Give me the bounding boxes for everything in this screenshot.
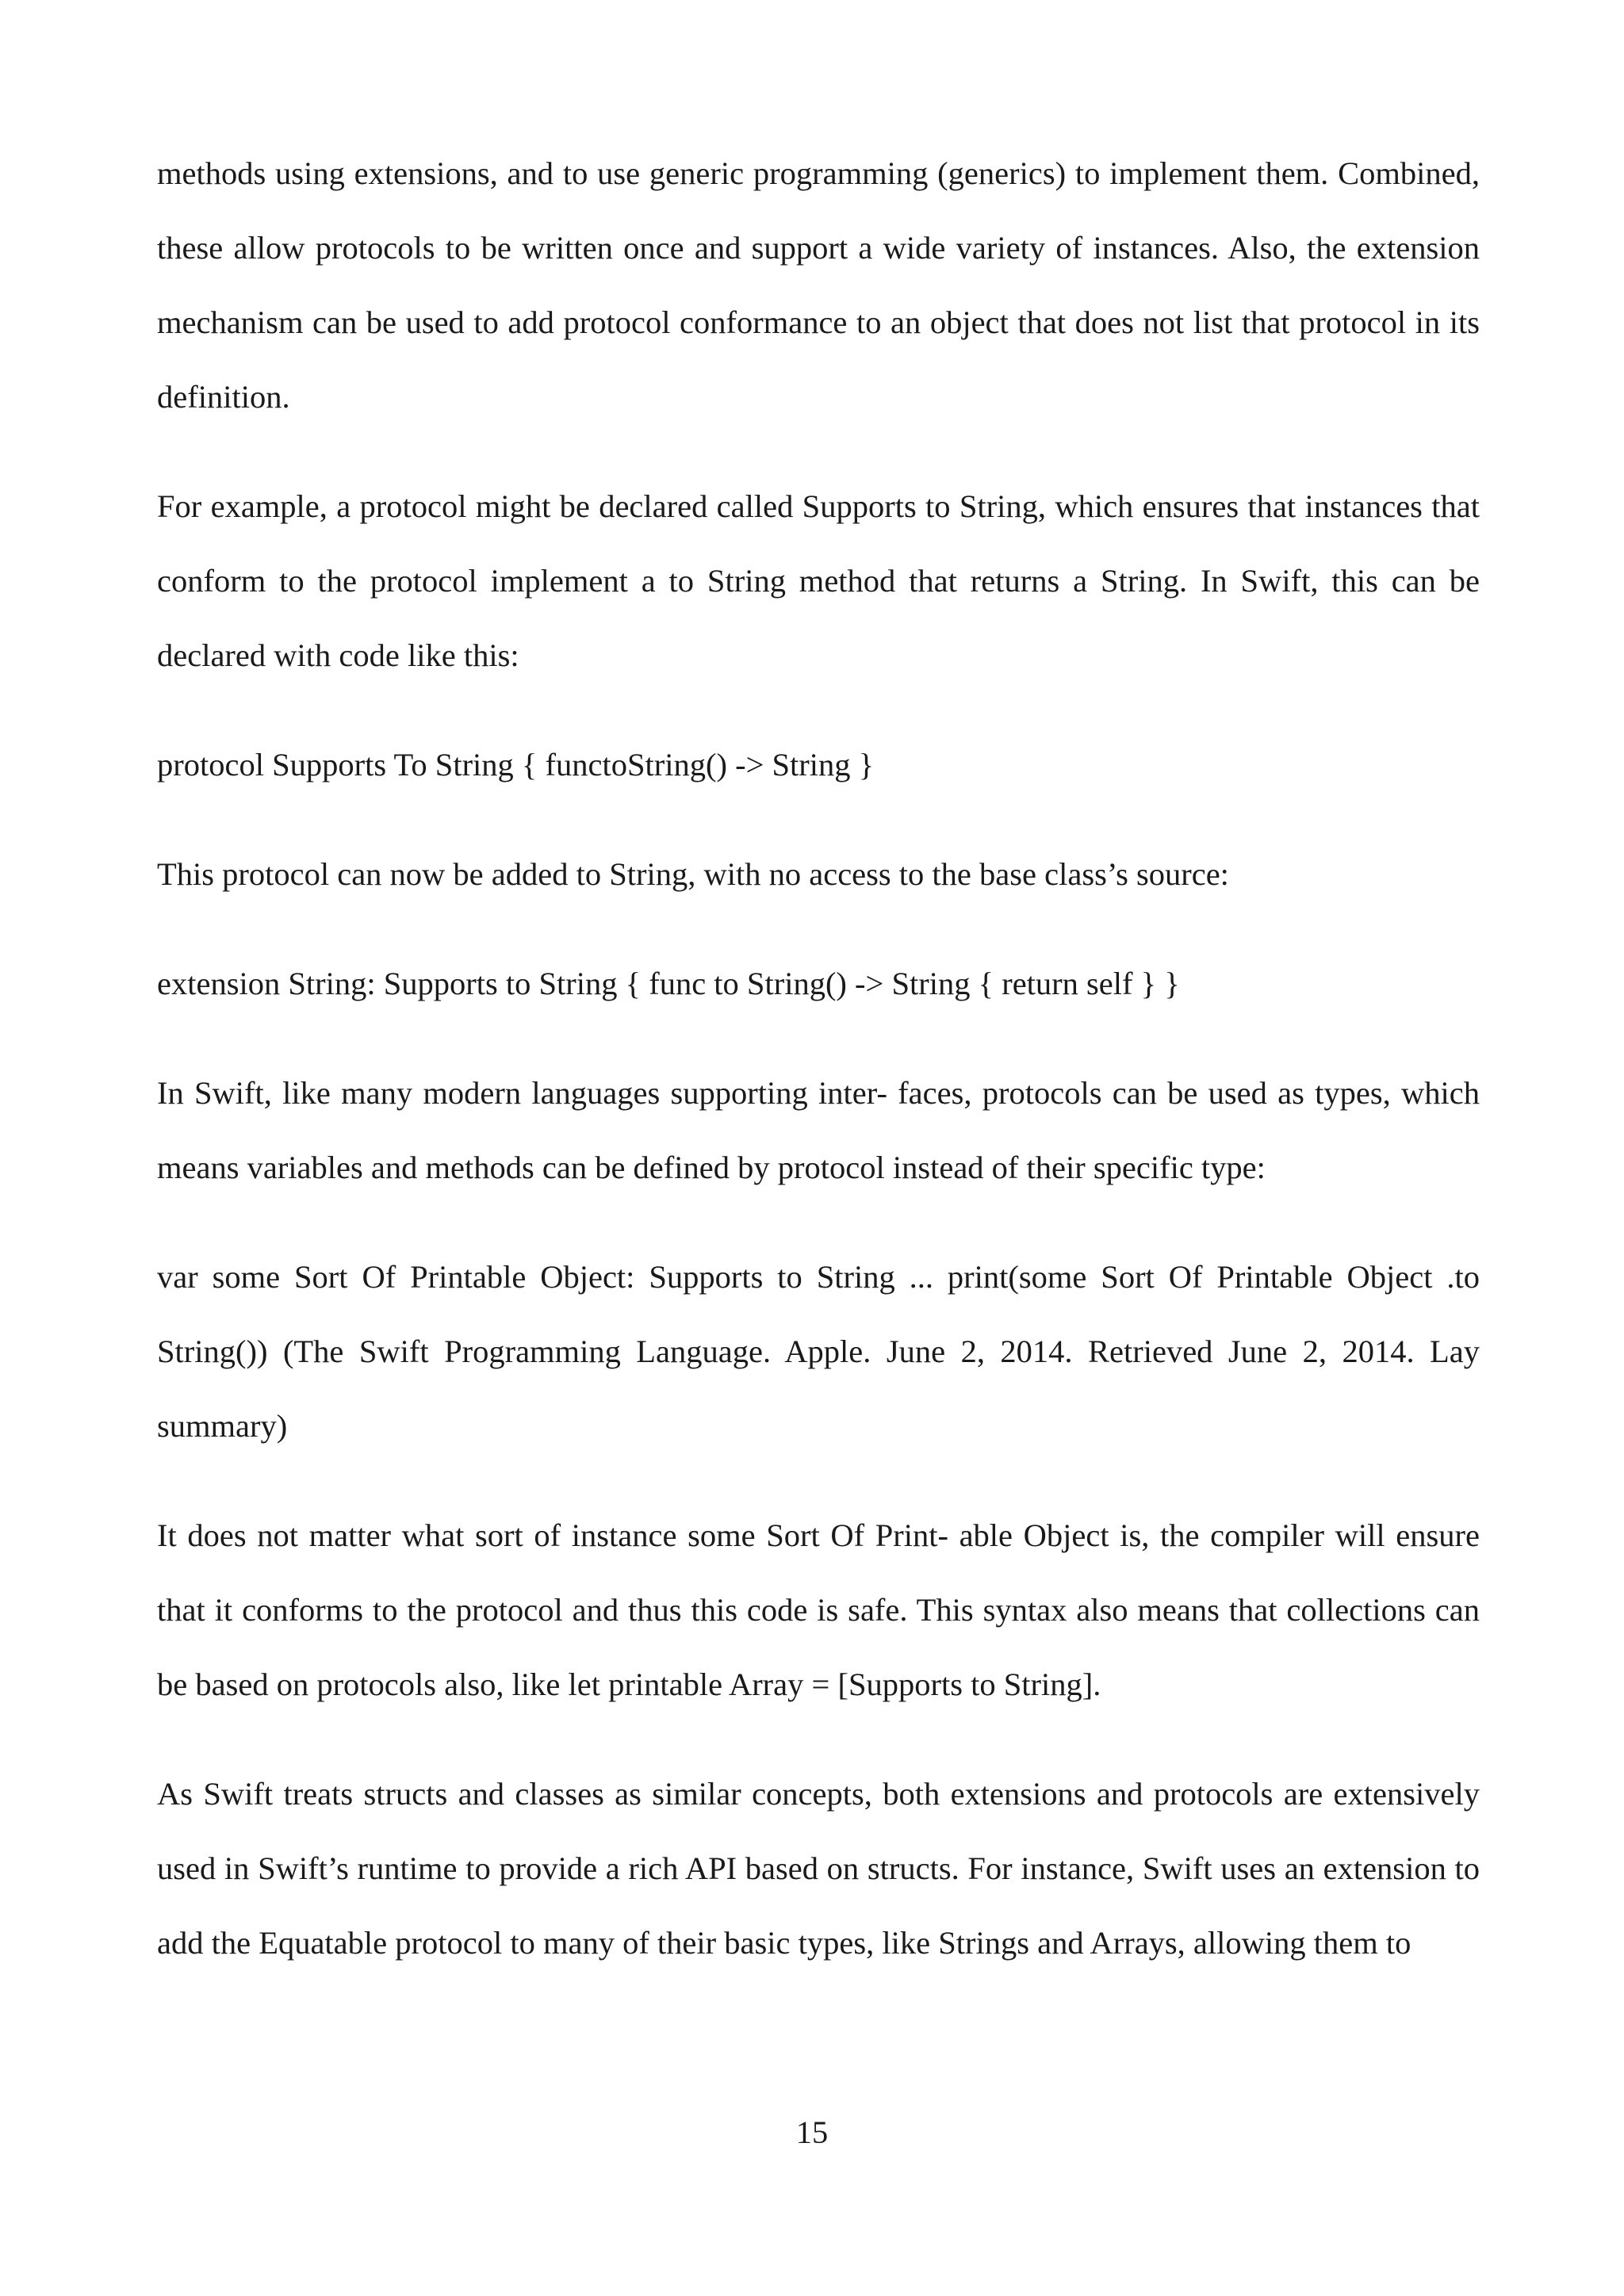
body-text bbox=[157, 136, 1480, 1980]
paragraph-compiler-ensures: It does not matter what sort of instance some Sort Of Print- able Object is, the compiler will ensure that it conforms to the protocol and thus this code is safe. This syntax also means that collections can be based on protocols also, like let printable Array = [Supports to String]. bbox=[157, 1517, 1480, 1702]
paragraph-extensions-generics: methods using extensions, and to use generic programming (generics) to implement them. Combined, these allow protocols to be written once and support a wide variety of instances. Also, the extension mechanism can be used to add protocol conformance to an object that does not list that protocol in its definition. bbox=[157, 155, 1480, 415]
code-extension-string: extension String: Supports to String { func to String() -> String { return self } } bbox=[157, 966, 1180, 1001]
paragraph-protocol-example: For example, a protocol might be declared called Supports to String, which ensures that instances that conform to the protocol implement a to String method that returns a String. In Swift, this can be declared with code like this: bbox=[157, 488, 1480, 673]
paragraph-protocol-added: This protocol can now be added to String, with no access to the base class’s source: bbox=[157, 856, 1229, 892]
paragraph-structs-classes: As Swift treats structs and classes as similar concepts, both extensions and protocols are extensively used in Swift’s runtime to provide a rich API based on structs. For instance, Swift uses an extension to add the Equatable protocol to many of their basic types, like Strings and Arrays, allowing them to bbox=[157, 1776, 1480, 1961]
code-var-printable-object: var some Sort Of Printable Object: Supports to String ... print(some Sort Of Printable Object .to String()) (The Swift Programming Language. Apple. June 2, 2014. Retrieved June 2, 2014. Lay summary) bbox=[157, 1259, 1480, 1444]
page-number: 15 bbox=[795, 2114, 829, 2150]
paragraph-protocols-as-types: In Swift, like many modern languages supporting inter- faces, protocols can be used as types, which means variables and methods can be defined by protocol instead of their specific type: bbox=[157, 1075, 1480, 1185]
code-protocol-declaration: protocol Supports To String { functoString() -> String } bbox=[157, 747, 875, 783]
